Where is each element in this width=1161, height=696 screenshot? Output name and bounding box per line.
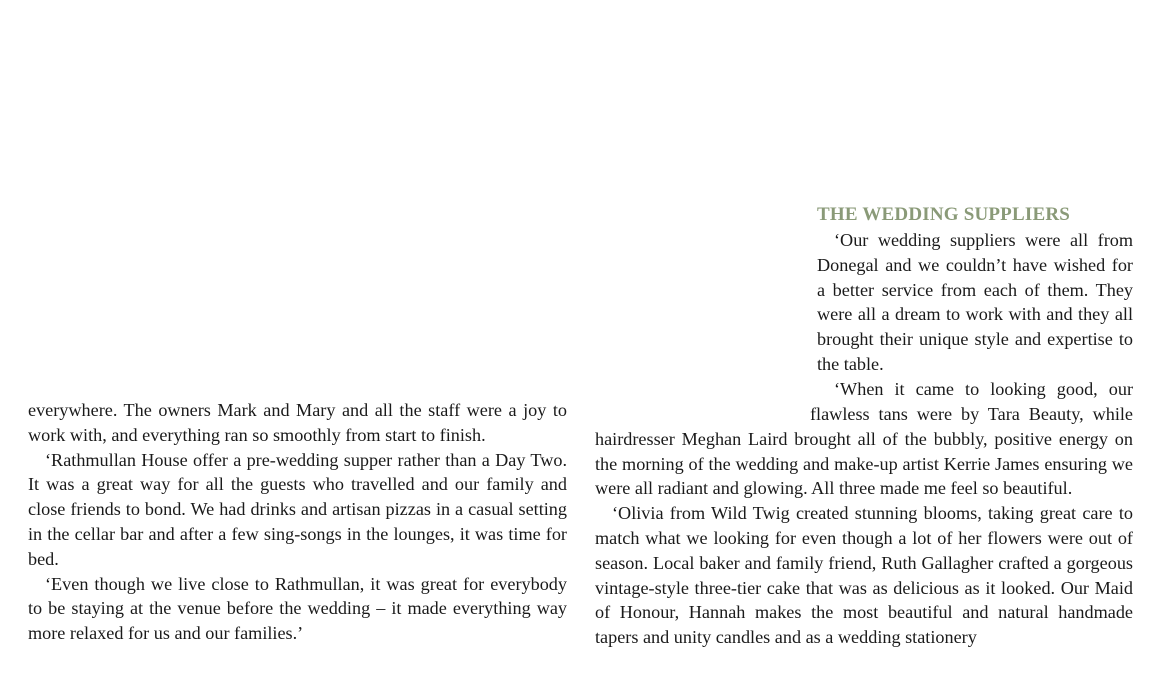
sidebar-paragraph-2: ‘When it came to looking good, our: [834, 378, 1133, 399]
left-paragraph-2: ‘Rathmullan House offer a pre-wedding supper rather than a Day Two. It was a great way for all the guests who travelled and our family and close friends to bond. We had drinks and artisan pizzas in a casual setting in the cellar bar and after a few sing-songs in the lounges, it was time for bed.: [28, 449, 567, 569]
sidebar-text: [817, 228, 1133, 402]
right-article-column: [595, 402, 1133, 650]
right-paragraph-2: ‘Olivia from Wild Twig created stunning blooms, taking great care to match what we looking for even though a lot of her flowers were out of season. Local baker and family friend, Ruth Gallagher crafted a gorgeous vintage-style three-tier cake that was as delicious as it looked. Our Maid of Honour, Hannah makes the most beautiful and natural handmade tapers and unity candles and as a wedding stationery: [595, 503, 1133, 648]
right-continued-line: flawless tans were by Tara Beauty, while: [810, 404, 1133, 424]
section-heading: THE WEDDING SUPPLIERS: [817, 204, 1071, 225]
left-article-column: [28, 398, 567, 646]
left-paragraph-3: ‘Even though we live close to Rathmullan, it was great for everybody to be staying at the venue before the wedding – it made everything way more relaxed for us and our families.’: [28, 573, 567, 644]
left-paragraph-1: everywhere. The owners Mark and Mary and all the staff were a joy to work with, and everything ran so smoothly from start to finish.: [28, 400, 567, 445]
sidebar-paragraph-1: ‘Our wedding suppliers were all from Donegal and we couldn’t have wished for a better service from each of them. They were all a dream to work with and they all brought their unique style and expertise to the table.: [817, 230, 1133, 374]
wedding-suppliers-section: [817, 203, 1133, 402]
right-paragraph-1: hairdresser Meghan Laird brought all of the bubbly, positive energy on the morning of the wedding and make-up artist Kerrie James ensuring we were all radiant and glowing. All three made me feel so beautiful.: [595, 428, 1133, 499]
